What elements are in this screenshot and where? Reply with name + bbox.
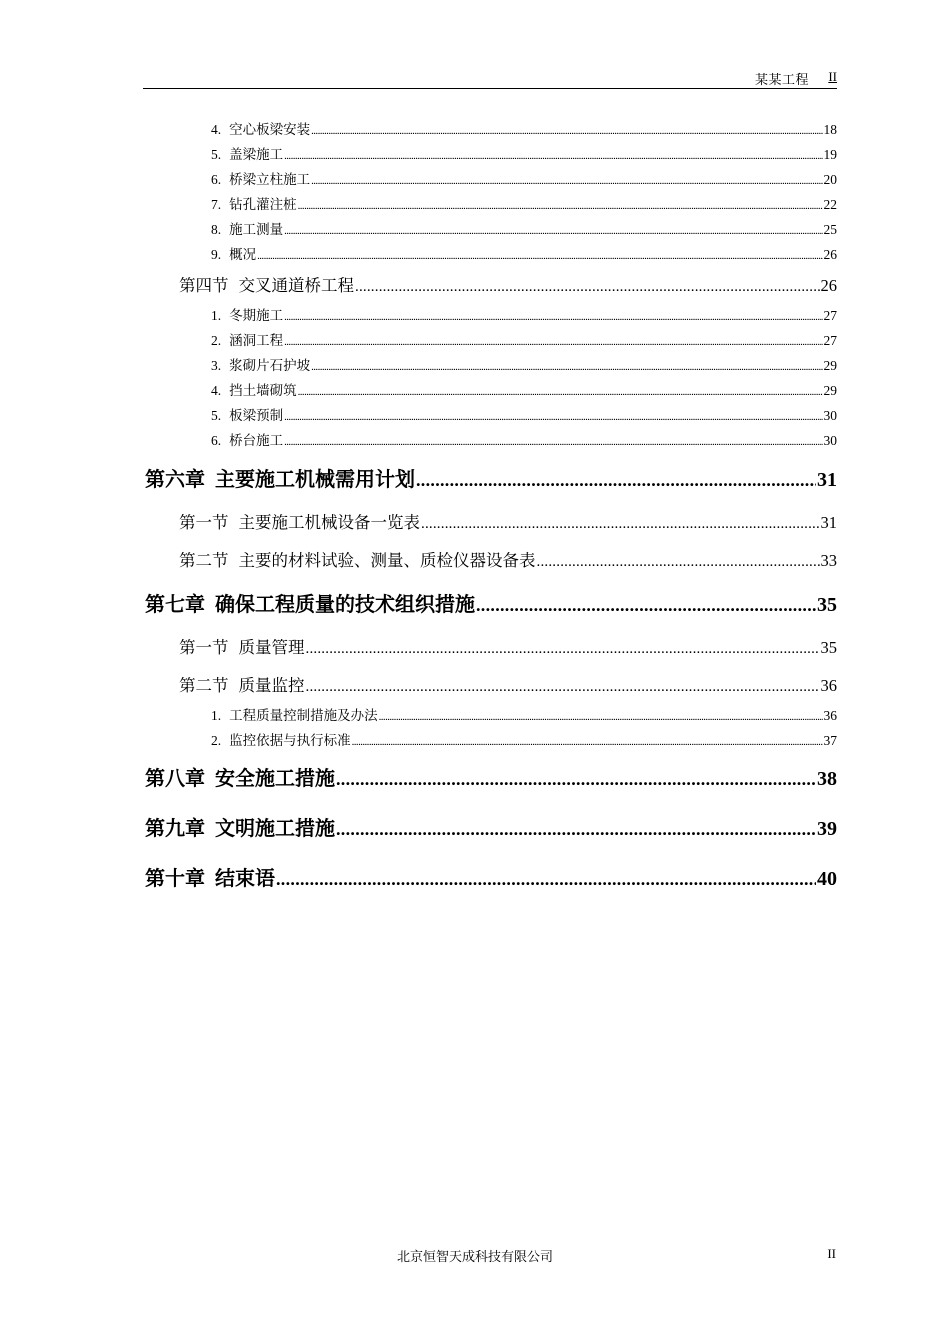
toc-leader-dots	[311, 361, 822, 373]
toc-entry[interactable]	[145, 762, 837, 791]
toc-entry-page: 25	[823, 222, 837, 237]
toc-entry[interactable]	[211, 218, 837, 238]
toc-entry-title: 监控依据与执行标准	[229, 733, 351, 749]
toc-entry[interactable]	[211, 193, 837, 213]
toc-leader-dots	[421, 516, 820, 533]
toc-entry-number: 2.	[211, 333, 222, 348]
toc-entry-title: 施工测量	[229, 222, 284, 238]
toc-entry[interactable]	[211, 243, 837, 263]
toc-leader-dots	[298, 200, 823, 212]
toc-leader-dots	[284, 150, 822, 162]
header-title: 某某工程	[754, 73, 809, 88]
toc-leader-dots	[284, 411, 822, 423]
toc-entry-page: 22	[823, 197, 837, 212]
toc-leader-dots	[352, 736, 823, 748]
toc-entry[interactable]	[211, 729, 837, 749]
toc-entry-title: 安全施工措施	[215, 766, 335, 790]
toc-entry-page: 38	[817, 768, 837, 790]
toc-entry-number: 第一节	[179, 638, 229, 657]
toc-entry-number: 第二节	[179, 676, 229, 695]
toc-entry-page: 29	[823, 358, 837, 373]
toc-entry-number: 第二节	[179, 551, 229, 570]
toc-entry[interactable]	[179, 547, 837, 571]
toc-entry-title: 工程质量控制措施及办法	[229, 708, 378, 724]
toc-entry-title: 板梁预制	[229, 408, 284, 424]
toc-entry-page: 30	[823, 433, 837, 448]
toc-entry-title: 确保工程质量的技术组织措施	[215, 592, 475, 616]
toc-entry-title: 桥台施工	[229, 433, 284, 449]
toc-entry-page: 20	[823, 172, 837, 187]
toc-leader-dots	[306, 641, 820, 658]
toc-entry-page: 27	[823, 308, 837, 323]
toc-entry-title: 交叉通道桥工程	[238, 276, 354, 295]
toc-leader-dots	[257, 250, 822, 262]
toc-entry-number: 第九章	[145, 816, 205, 840]
toc-entry-page: 30	[823, 408, 837, 423]
toc-entry-page: 26	[820, 276, 837, 295]
toc-entry[interactable]	[145, 812, 837, 841]
toc-entry[interactable]	[211, 143, 837, 163]
toc-entry-title: 概况	[229, 247, 257, 263]
toc-entry[interactable]	[211, 168, 837, 188]
toc-entry-page: 39	[817, 818, 837, 840]
toc-entry-page: 31	[820, 513, 837, 532]
toc-entry-number: 1.	[211, 308, 222, 323]
toc-leader-dots	[311, 175, 822, 187]
toc-entry[interactable]	[179, 272, 837, 296]
toc-entry-page: 35	[817, 594, 837, 616]
toc-entry[interactable]	[211, 704, 837, 724]
toc-entry-number: 第四节	[179, 276, 229, 295]
toc-entry-title: 挡土墙砌筑	[229, 383, 297, 399]
toc-entry-number: 3.	[211, 358, 222, 373]
toc-entry-page: 40	[817, 868, 837, 890]
toc-entry-title: 质量管理	[238, 638, 305, 657]
toc-entry-page: 27	[823, 333, 837, 348]
footer-company: 北京恒智天成科技有限公司	[396, 1250, 553, 1265]
toc-entry-number: 4.	[211, 383, 222, 398]
toc-entry[interactable]	[145, 588, 837, 617]
toc-entry-number: 6.	[211, 172, 222, 187]
toc-entry-number: 第六章	[145, 467, 205, 491]
toc-entry-title: 文明施工措施	[215, 816, 335, 840]
toc-entry-title: 空心板梁安装	[229, 122, 311, 138]
toc-entry-title: 结束语	[215, 866, 275, 890]
toc-leader-dots	[298, 386, 823, 398]
toc-entry-number: 8.	[211, 222, 222, 237]
toc-leader-dots	[379, 711, 823, 723]
toc-entry[interactable]	[211, 429, 837, 449]
toc-entry[interactable]	[211, 304, 837, 324]
page-header	[143, 66, 837, 89]
toc-entry[interactable]	[211, 118, 837, 138]
toc-entry-page: 37	[823, 733, 837, 748]
toc-entry-page: 31	[817, 469, 837, 491]
toc-leader-dots	[476, 595, 816, 616]
toc-entry[interactable]	[179, 634, 837, 658]
toc-entry-number: 5.	[211, 147, 222, 162]
toc-leader-dots	[284, 436, 822, 448]
toc-entry[interactable]	[211, 404, 837, 424]
toc-entry-title: 主要施工机械需用计划	[215, 467, 415, 491]
toc-entry-number: 第一节	[179, 513, 229, 532]
toc-entry-title: 桥梁立柱施工	[229, 172, 311, 188]
toc-entry[interactable]	[179, 672, 837, 696]
toc-entry-title: 涵洞工程	[229, 333, 284, 349]
toc-entry-title: 质量监控	[238, 676, 305, 695]
toc-leader-dots	[416, 470, 816, 491]
toc-entry[interactable]	[211, 379, 837, 399]
toc-leader-dots	[537, 554, 820, 571]
toc-entry-title: 冬期施工	[229, 308, 284, 324]
toc-leader-dots	[284, 311, 822, 323]
toc-entry-number: 第十章	[145, 866, 205, 890]
toc-entry[interactable]	[211, 354, 837, 374]
toc-entry-number: 1.	[211, 708, 222, 723]
toc-leader-dots	[306, 679, 820, 696]
toc-entry-number: 9.	[211, 247, 222, 262]
toc-entry-page: 18	[823, 122, 837, 137]
toc-entry-title: 浆砌片石护坡	[229, 358, 311, 374]
toc-entry-number: 4.	[211, 122, 222, 137]
toc-leader-dots	[336, 819, 816, 840]
toc-leader-dots	[284, 336, 822, 348]
toc-entry-title: 主要的材料试验、测量、质检仪器设备表	[238, 551, 536, 570]
toc-entry-number: 第七章	[145, 592, 205, 616]
toc-entry-number: 第八章	[145, 766, 205, 790]
toc-entry[interactable]	[145, 862, 837, 891]
toc-entry-page: 36	[820, 676, 837, 695]
toc-leader-dots	[336, 769, 816, 790]
toc-entry-page: 35	[820, 638, 837, 657]
toc-entry-number: 2.	[211, 733, 222, 748]
toc-entry[interactable]	[179, 509, 837, 533]
toc-entry-number: 5.	[211, 408, 222, 423]
toc-entry[interactable]	[145, 463, 837, 492]
toc-entry-page: 19	[823, 147, 837, 162]
toc-entry-number: 7.	[211, 197, 222, 212]
header-page-number: II	[828, 69, 837, 84]
toc-entry-page: 33	[820, 551, 837, 570]
toc-entry-number: 6.	[211, 433, 222, 448]
toc-entry-title: 钻孔灌注桩	[229, 197, 297, 213]
toc-leader-dots	[311, 125, 822, 137]
toc-entry-title: 主要施工机械设备一览表	[238, 513, 420, 532]
toc-entry-page: 26	[823, 247, 837, 262]
footer-page-number: II	[827, 1246, 836, 1261]
toc-entry-page: 36	[823, 708, 837, 723]
toc-leader-dots	[355, 279, 820, 296]
toc-leader-dots	[284, 225, 822, 237]
toc-entry[interactable]	[211, 329, 837, 349]
toc-leader-dots	[276, 869, 816, 890]
toc-entry-title: 盖梁施工	[229, 147, 284, 163]
toc-entry-page: 29	[823, 383, 837, 398]
